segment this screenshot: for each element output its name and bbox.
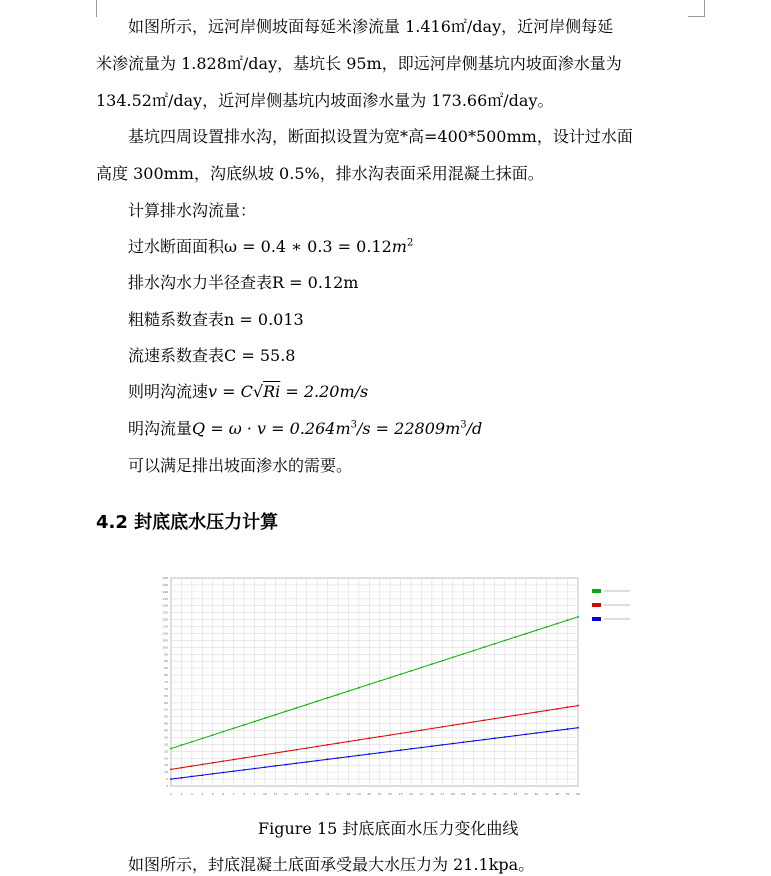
y-tick-label: 90 (164, 659, 168, 664)
x-tick-label: 30 (471, 792, 476, 796)
series-point (254, 768, 256, 770)
x-tick-label: 19 (356, 792, 361, 796)
y-tick-label: 0 (166, 784, 168, 788)
formula-power: 3 (350, 419, 357, 431)
x-tick-label: 1 (170, 792, 172, 796)
series-point (222, 760, 224, 762)
series-point (431, 663, 433, 665)
series-point (441, 726, 443, 728)
series-point (306, 761, 308, 763)
series-point (389, 751, 391, 753)
series-point (358, 739, 360, 741)
series-point (264, 717, 266, 719)
series-point (577, 616, 579, 618)
x-tick-label: 21 (377, 792, 382, 796)
y-tick-label: 45 (164, 721, 168, 726)
x-tick-label: 36 (534, 792, 539, 796)
series-point (181, 767, 183, 769)
x-tick-label: 18 (346, 792, 351, 796)
formula-power: 3 (460, 419, 467, 431)
paragraph-line: 如图所示，远河岸侧坡面每延米渗流量 1.416㎡/day，近河岸侧每延 (128, 17, 614, 36)
chart-svg (136, 574, 636, 806)
y-tick-label: 95 (164, 652, 168, 657)
formula-expression: Q = ω · v = 0.264m (192, 419, 351, 438)
series-point (546, 626, 548, 628)
series-point (473, 721, 475, 723)
series-point (295, 762, 297, 764)
x-tick-label: 10 (263, 792, 267, 796)
series-point (556, 729, 558, 731)
formula-flow (128, 416, 482, 439)
series-point (514, 735, 516, 737)
x-tick-label: 3 (190, 792, 193, 796)
series-point (243, 769, 245, 771)
series-point (358, 687, 360, 689)
paragraph-line: 高度 300mm，沟底纵坡 0.5%，排水沟表面采用混凝土抹面。 (96, 164, 544, 183)
series-point (431, 728, 433, 730)
x-tick-label: 24 (409, 792, 413, 796)
x-tick-label: 40 (576, 792, 580, 796)
x-tick-label: 38 (555, 792, 560, 796)
series-point (181, 744, 183, 746)
x-tick-label: 29 (461, 792, 466, 796)
y-tick-label: 50 (164, 714, 168, 719)
series-point (389, 734, 391, 736)
series-point (535, 629, 537, 631)
y-tick-label: 105 (162, 638, 168, 643)
series-point (421, 729, 423, 731)
series-point (514, 636, 516, 638)
series-point (201, 738, 203, 740)
formula-label: 粗糙系数查表 (128, 310, 225, 329)
x-tick-label: 35 (523, 792, 528, 796)
series-point (233, 759, 235, 761)
x-tick-label: 20 (367, 792, 372, 796)
series-point (514, 714, 516, 716)
formula-label: 明沟流量 (128, 419, 193, 438)
series-point (337, 694, 339, 696)
y-tick-label: 115 (162, 624, 168, 629)
series-point (222, 731, 224, 733)
x-tick-label: 12 (283, 792, 288, 796)
x-tick-label: 32 (492, 792, 497, 796)
y-tick-label: 85 (164, 666, 168, 671)
series-point (421, 667, 423, 669)
series-point (254, 721, 256, 723)
y-tick-label: 30 (164, 742, 168, 747)
series-point (337, 757, 339, 759)
series-point (201, 764, 203, 766)
series-point (181, 777, 183, 779)
series-point (567, 619, 569, 621)
y-tick-label: 65 (164, 693, 168, 698)
formula-expression: /d (466, 419, 483, 438)
page-corner-mark-right (688, 0, 705, 17)
series-point (348, 741, 350, 743)
y-tick-label: 125 (162, 610, 168, 615)
series-point (567, 728, 569, 730)
x-tick-label: 31 (482, 792, 486, 796)
x-tick-label: 8 (243, 792, 246, 796)
y-tick-label: 10 (164, 770, 168, 775)
formula-label: 流速系数查表 (128, 346, 225, 365)
series-point (327, 744, 329, 746)
paragraph-line: 基坑四周设置排水沟，断面拟设置为宽*高=400*500mm，设计过水面 (128, 127, 633, 146)
y-tick-label: 80 (164, 673, 168, 678)
x-tick-label: 5 (211, 792, 214, 796)
series-point (295, 707, 297, 709)
series-point (452, 724, 454, 726)
section-heading: 4.2 封底底水压力计算 (96, 512, 279, 533)
series-point (274, 752, 276, 754)
series-point (379, 680, 381, 682)
formula-radius (128, 270, 358, 293)
series-point (348, 756, 350, 758)
series-point (525, 733, 527, 735)
series-point (233, 770, 235, 772)
paragraph-line: 如图所示，封底混凝土底面承受最大水压力为 21.1kpa。 (128, 855, 535, 874)
y-tick-label: 15 (164, 763, 168, 768)
series-point (170, 778, 172, 780)
x-tick-label: 33 (503, 792, 507, 796)
series-point (504, 716, 506, 718)
legend-swatch (592, 617, 601, 621)
series-point (379, 736, 381, 738)
x-tick-label: 27 (440, 792, 445, 796)
x-tick-label: 11 (273, 792, 278, 796)
series-point (546, 731, 548, 733)
series-point (274, 714, 276, 716)
series-point (410, 748, 412, 750)
series-point (577, 727, 579, 729)
series-point (201, 774, 203, 776)
series-point (567, 706, 569, 708)
series-point (368, 753, 370, 755)
series-point (431, 745, 433, 747)
series-point (473, 650, 475, 652)
series-point (400, 673, 402, 675)
formula-expression: C = 55.8 (224, 346, 296, 365)
y-tick-label: 70 (164, 686, 168, 691)
series-point (306, 704, 308, 706)
series-point (358, 754, 360, 756)
y-tick-label: 75 (164, 680, 168, 684)
series-point (191, 765, 193, 767)
y-tick-label: 120 (162, 617, 168, 622)
series-point (222, 772, 224, 774)
series-point (494, 718, 496, 720)
formula-label: 则明沟流速 (128, 382, 209, 401)
series-point (316, 746, 318, 748)
paragraph-line: 134.52㎡/day，近河岸侧基坑内坡面渗水量为 173.66㎡/day。 (96, 91, 554, 110)
x-tick-label: 16 (325, 792, 330, 796)
series-point (243, 724, 245, 726)
formula-expression: v = C√ (208, 382, 264, 401)
series-point (483, 719, 485, 721)
series-point (556, 623, 558, 625)
paragraph-line: 可以满足排出坡面渗水的需要。 (128, 456, 353, 475)
series-point (494, 643, 496, 645)
figure-caption: Figure 15 封底底面水压力变化曲线 (258, 819, 519, 838)
series-point (410, 670, 412, 672)
x-tick-label: 14 (304, 792, 309, 796)
paragraph-line: 米渗流量为 1.828㎡/day，基坑长 95m，即远河岸侧基坑内坡面渗水量为 (96, 54, 622, 73)
series-point (243, 757, 245, 759)
page-corner-mark-left (96, 0, 97, 17)
formula-area (128, 234, 413, 257)
y-tick-label: 5 (166, 777, 168, 782)
series-point (421, 747, 423, 749)
formula-velocity (128, 379, 368, 402)
x-tick-label: 2 (180, 792, 183, 796)
formula-label: 排水沟水力半径查表 (128, 273, 273, 292)
formula-power: 2 (406, 237, 414, 249)
x-tick-label: 23 (398, 792, 403, 796)
series-point (504, 640, 506, 642)
series-point (483, 646, 485, 648)
series-point (285, 750, 287, 752)
series-point (337, 742, 339, 744)
series-point (191, 776, 193, 778)
x-tick-label: 25 (419, 792, 424, 796)
y-tick-label: 100 (162, 645, 168, 650)
series-point (462, 653, 464, 655)
series-point (525, 713, 527, 715)
series-point (577, 705, 579, 707)
legend-swatch (592, 603, 601, 607)
formula-radicand: Ri (263, 382, 281, 401)
series-point (546, 710, 548, 712)
formula-speed-coefficient (128, 343, 295, 366)
series-point (212, 773, 214, 775)
formula-expression: R = 0.12m (272, 273, 359, 292)
x-tick-label: 39 (565, 792, 570, 796)
series-point (212, 762, 214, 764)
series-point (400, 732, 402, 734)
x-tick-label: 15 (315, 792, 320, 796)
series-point (452, 743, 454, 745)
formula-expression: n = 0.013 (224, 310, 304, 329)
series-point (254, 755, 256, 757)
y-tick-label: 20 (164, 756, 168, 761)
series-point (400, 749, 402, 751)
y-tick-label: 25 (164, 749, 168, 754)
x-tick-label: 26 (429, 792, 434, 796)
formula-expression: ω = 0.4 ∗ 0.3 = 0.12 (224, 237, 392, 256)
x-tick-label: 4 (201, 792, 204, 796)
series-point (306, 747, 308, 749)
series-point (327, 697, 329, 699)
series-point (233, 727, 235, 729)
series-point (212, 734, 214, 736)
series-point (264, 754, 266, 756)
series-point (556, 708, 558, 710)
formula-roughness (128, 307, 304, 330)
paragraph-line: 计算排水沟流量： (128, 201, 257, 220)
x-tick-label: 22 (388, 792, 393, 796)
y-tick-label: 35 (164, 735, 168, 740)
series-point (170, 768, 172, 770)
series-point (368, 683, 370, 685)
series-point (191, 741, 193, 743)
series-point (264, 766, 266, 768)
series-point (316, 700, 318, 702)
x-tick-label: 9 (253, 792, 256, 796)
formula-expression: = 2.20m/s (280, 382, 369, 401)
series-point (462, 741, 464, 743)
series-point (535, 711, 537, 713)
series-point (379, 752, 381, 754)
water-pressure-chart (136, 574, 636, 806)
series-point (285, 711, 287, 713)
y-tick-label: 150 (162, 576, 168, 580)
legend-swatch (592, 589, 601, 593)
x-tick-label: 28 (450, 792, 455, 796)
series-point (504, 736, 506, 738)
series-point (348, 690, 350, 692)
x-tick-label: 34 (513, 792, 518, 796)
series-point (483, 739, 485, 741)
series-point (441, 660, 443, 662)
y-tick-label: 60 (164, 700, 168, 705)
series-point (473, 740, 475, 742)
series-point (316, 760, 318, 762)
x-tick-label: 13 (294, 792, 299, 796)
series-point (535, 732, 537, 734)
series-point (285, 764, 287, 766)
series-point (494, 737, 496, 739)
series-point (410, 731, 412, 733)
series-point (368, 737, 370, 739)
y-tick-label: 55 (164, 707, 168, 712)
formula-expression: /s = 22809m (356, 419, 461, 438)
y-tick-label: 130 (162, 603, 168, 608)
y-tick-label: 40 (164, 728, 168, 733)
y-tick-label: 140 (162, 589, 168, 594)
series-point (170, 748, 172, 750)
x-tick-label: 17 (336, 792, 340, 796)
series-point (525, 633, 527, 635)
series-point (327, 758, 329, 760)
x-tick-label: 37 (544, 792, 549, 796)
series-point (274, 765, 276, 767)
x-tick-label: 6 (222, 792, 225, 796)
series-point (295, 749, 297, 751)
y-tick-label: 135 (162, 596, 168, 601)
formula-label: 过水断面面积 (128, 237, 225, 256)
y-tick-label: 145 (162, 582, 168, 587)
x-tick-label: 7 (232, 792, 235, 796)
series-point (389, 677, 391, 679)
y-tick-label: 110 (162, 631, 168, 636)
series-point (452, 656, 454, 658)
series-point (462, 723, 464, 725)
formula-unit: m (391, 237, 407, 256)
series-point (441, 744, 443, 746)
